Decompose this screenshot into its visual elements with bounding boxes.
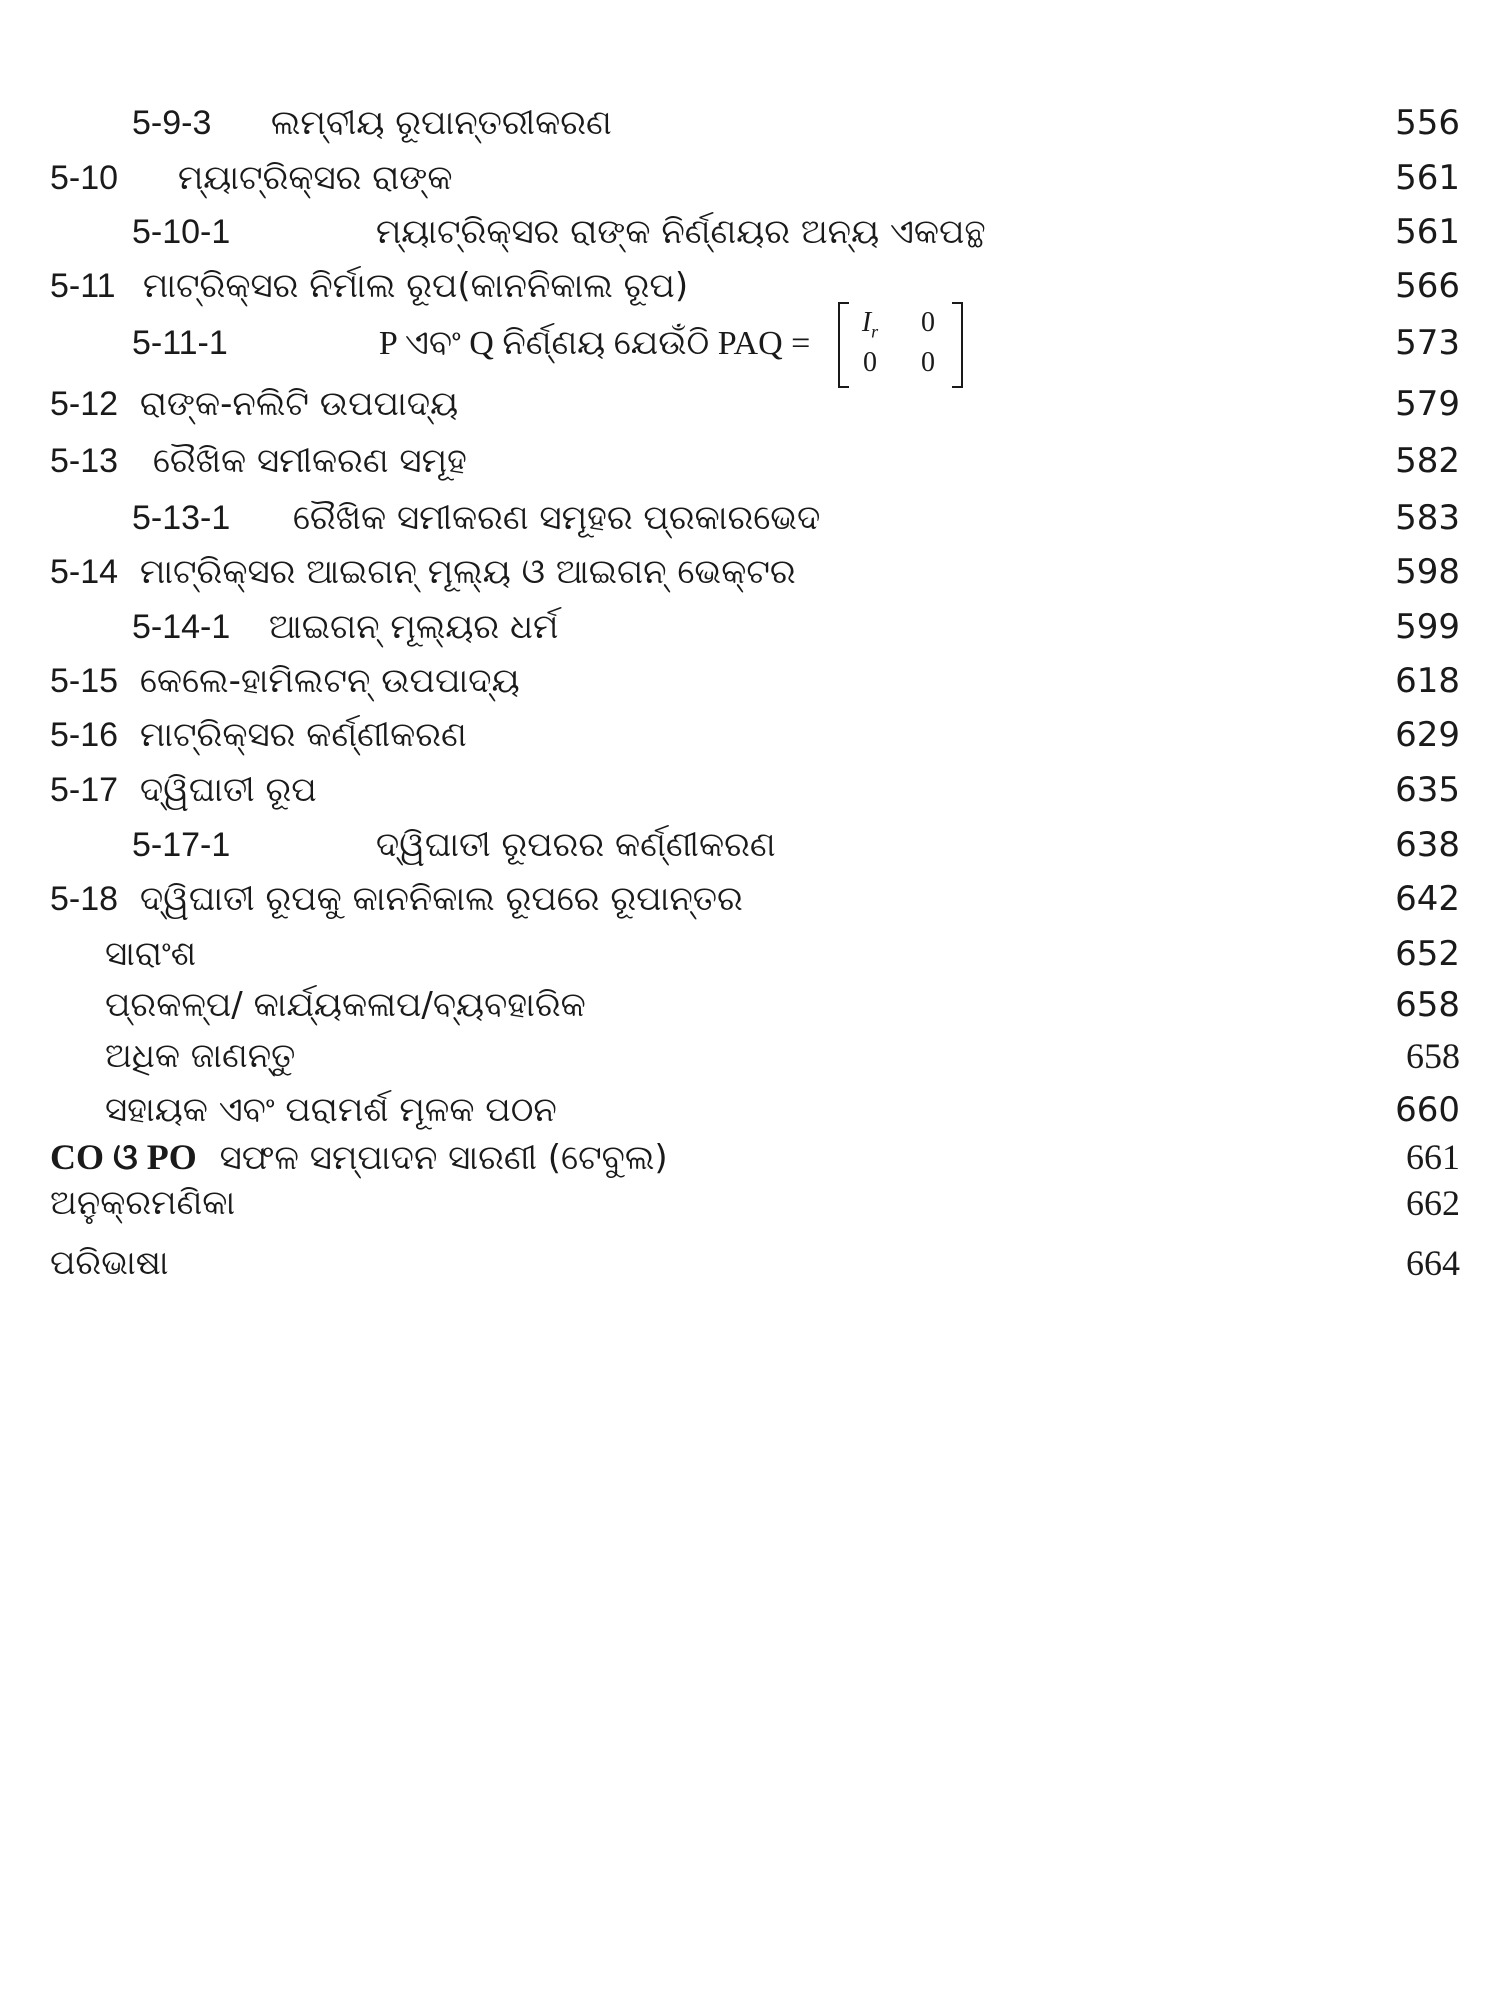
toc-entry xyxy=(0,1132,1500,1182)
toc-number: 5-10 xyxy=(50,159,119,197)
toc-title: ମ୍ୟାଟ୍ରିକ୍ସର ରାଙ୍କ xyxy=(177,158,453,198)
toc-page-number: 566 xyxy=(1395,266,1460,306)
toc-page-number: 638 xyxy=(1395,825,1460,865)
toc-page-number: 664 xyxy=(1406,1243,1460,1283)
toc-number: CO ଓ PO xyxy=(50,1137,197,1177)
toc-entry xyxy=(0,820,1500,870)
toc-number: 5-9-3 xyxy=(132,104,212,142)
toc-page-number: 660 xyxy=(1395,1090,1460,1130)
toc-page-number: 556 xyxy=(1395,103,1460,143)
toc-title: ସାରାଂଶ xyxy=(105,934,196,974)
toc-number: 5-18 xyxy=(50,880,119,918)
toc-page-number: 583 xyxy=(1395,498,1460,538)
toc-page-number: 618 xyxy=(1395,661,1460,701)
toc-page-number: 599 xyxy=(1395,607,1460,647)
toc-number: 5-14-1 xyxy=(132,608,231,646)
toc-title: କେଲେ-ହାମିଲଟନ୍ ଉପପାଦ୍ୟ xyxy=(139,661,520,701)
toc-title: ଅନୁକ୍ରମଣିକା xyxy=(50,1183,236,1223)
toc-page-number: 582 xyxy=(1395,441,1460,481)
toc-entry xyxy=(0,307,1500,378)
toc-entry xyxy=(0,765,1500,815)
toc-number: 5-17 xyxy=(50,771,119,809)
toc-title: ସହାୟକ ଏବଂ ପରାମର୍ଶ ମୂଳକ ପଠନ xyxy=(105,1090,557,1130)
matrix-cell: 0 xyxy=(921,347,935,378)
toc-number: 5-16 xyxy=(50,716,119,754)
toc-page-number: 658 xyxy=(1395,985,1460,1025)
toc-title: ଦ୍ୱିଘାତୀ ରୂପରର କର୍ଣ୍ଣୀକରଣ xyxy=(375,825,776,865)
toc-page-number: 652 xyxy=(1395,934,1460,974)
toc-entry xyxy=(0,1238,1500,1288)
toc-title: ଅଧିକ ଜାଣନ୍ତୁ xyxy=(105,1036,296,1076)
matrix-cell: 0 xyxy=(863,347,877,378)
toc-entry xyxy=(0,207,1500,257)
toc-entry xyxy=(0,1031,1500,1081)
toc-page-number: 662 xyxy=(1406,1183,1460,1223)
matrix-ir xyxy=(838,298,963,388)
toc-entry xyxy=(0,980,1500,1030)
toc-title: P ଏବଂ Q ନିର୍ଣ୍ଣୟ ଯେଉଁଠି PAQ = xyxy=(378,325,811,362)
toc-title: ମ୍ୟାଟ୍ରିକ୍ସର ରାଙ୍କ ନିର୍ଣ୍ଣୟର ଅନ୍ୟ ଏକପନ୍ଥ xyxy=(375,212,986,252)
toc-number: 5-11-1 xyxy=(132,324,228,362)
toc-entry xyxy=(0,436,1500,486)
toc-page-number: 658 xyxy=(1406,1036,1460,1076)
toc-page-number: 642 xyxy=(1395,879,1460,919)
toc-title: ଲମ୍ବୀୟ ରୂପାନ୍ତରୀକରଣ xyxy=(270,103,612,143)
toc-entry xyxy=(0,1085,1500,1135)
toc-page-number: 579 xyxy=(1395,384,1460,424)
toc-entry xyxy=(0,379,1500,429)
toc-entry xyxy=(0,493,1500,543)
toc-entry xyxy=(0,602,1500,652)
toc-page-number: 561 xyxy=(1395,158,1460,198)
toc-title: ମାଟ୍ରିକ୍ସର ନିର୍ମାଲ ରୂପ(କାନନିକାଲ ରୂପ) xyxy=(142,266,689,306)
toc-entry xyxy=(0,656,1500,706)
toc-entry xyxy=(0,929,1500,979)
toc-title: ଦ୍ୱିଘାତୀ ରୂପ xyxy=(139,770,317,810)
toc-entry xyxy=(0,98,1500,148)
toc-entry xyxy=(0,710,1500,760)
toc-entry xyxy=(0,1178,1500,1228)
toc-page-number: 598 xyxy=(1395,552,1460,592)
toc-number: 5-13 xyxy=(50,442,119,480)
toc-entry xyxy=(0,874,1500,924)
toc-title: ରୈଖିକ ସମୀକରଣ ସମୂହ xyxy=(152,441,467,481)
toc-number: 5-10-1 xyxy=(132,213,231,251)
toc-title: ରାଙ୍କ-ନଲିଟି ଉପପାଦ୍ୟ xyxy=(139,384,459,424)
matrix-cell: 0 xyxy=(921,307,935,338)
toc-page-number: 561 xyxy=(1395,212,1460,252)
toc-title: ମାଟ୍ରିକ୍ସର ଆଇଗନ୍ ମୂଲ୍ୟ ଓ ଆଇଗନ୍ ଭେକ୍ଟର xyxy=(139,552,796,592)
matrix-left-bracket xyxy=(838,302,849,388)
toc-number: 5-12 xyxy=(50,385,119,423)
matrix-right-bracket xyxy=(952,302,963,388)
toc-number: 5-14 xyxy=(50,553,119,591)
toc-number: 5-11 xyxy=(50,267,116,305)
toc-title: ମାଟ୍ରିକ୍ସର କର୍ଣ୍ଣୀକରଣ xyxy=(139,715,467,755)
toc-number: 5-13-1 xyxy=(132,499,231,537)
toc-number: 5-15 xyxy=(50,662,119,700)
toc-page-number: 573 xyxy=(1395,323,1460,363)
toc-page-number: 661 xyxy=(1406,1137,1460,1177)
toc-title: ସଫଳ ସମ୍ପାଦନ ସାରଣୀ (ଟେବୁଲ) xyxy=(219,1138,668,1178)
toc-page-number: 635 xyxy=(1395,770,1460,810)
toc-entry xyxy=(0,547,1500,597)
toc-title: ପ୍ରକଳ୍ପ/ କାର୍ଯ୍ୟକଳାପ/ବ୍ୟବହାରିକ xyxy=(105,985,586,1025)
toc-title: ପରିଭାଷା xyxy=(50,1243,169,1283)
toc-entry xyxy=(0,153,1500,203)
toc-page-number: 629 xyxy=(1395,715,1460,755)
toc-title: ଆଇଗନ୍ ମୂଲ୍ୟର ଧର୍ମ xyxy=(268,607,559,647)
toc-number: 5-17-1 xyxy=(132,826,231,864)
toc-title: ଦ୍ୱିଘାତୀ ରୂପକୁ କାନନିକାଲ ରୂପରେ ରୂପାନ୍ତର xyxy=(139,879,743,919)
matrix-cell: $I_r$ xyxy=(861,307,879,342)
toc-entry xyxy=(0,261,1500,311)
toc-title: ରୈଖିକ ସମୀକରଣ ସମୂହର ପ୍ରକାରଭେଦ xyxy=(292,498,821,538)
